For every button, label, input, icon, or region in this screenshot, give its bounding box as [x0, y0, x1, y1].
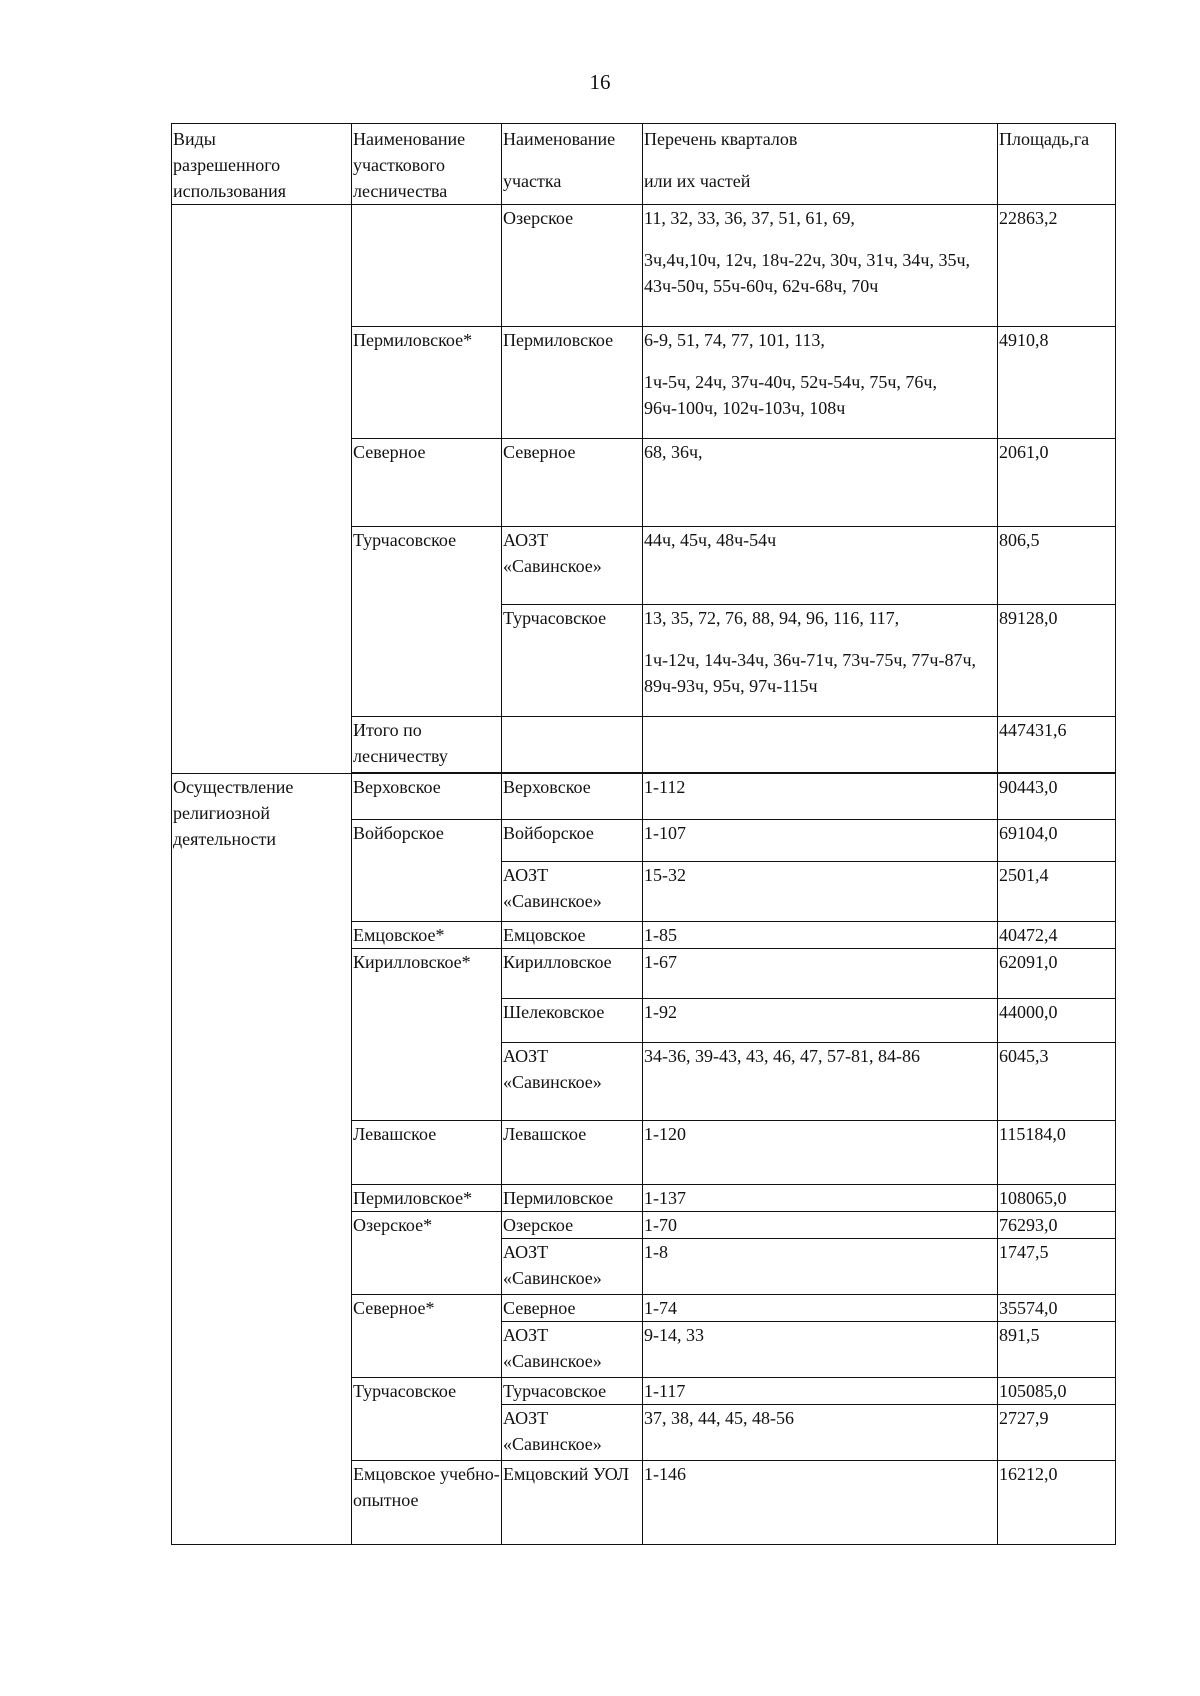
area-cell: 891,5: [998, 1322, 1116, 1378]
uchastok-cell: Кирилловское: [502, 949, 643, 999]
lesnichestvo-cell: Емцовское*: [352, 922, 502, 949]
uchastok-cell: Левашское: [502, 1121, 643, 1185]
uchastok-cell: АОЗТ «Савинское»: [502, 1239, 643, 1295]
uchastok-cell: Северное: [502, 1295, 643, 1322]
area-cell: 2501,4: [998, 862, 1116, 922]
area-cell: 44000,0: [998, 999, 1116, 1043]
kvartaly-cell: 1-74: [643, 1295, 998, 1322]
kvartaly-cell: 6-9, 51, 74, 77, 101, 113, 1ч-5ч, 24ч, 37ч-40ч, 52ч-54ч, 75ч, 76ч, 96ч-100ч, 102ч-103ч, 108ч: [643, 327, 998, 439]
area-cell: 4910,8: [998, 327, 1116, 439]
lesnichestvo-cell: Кирилловское*: [352, 949, 502, 1121]
area-cell: 16212,0: [998, 1461, 1116, 1545]
header-uchastok: Наименование участка: [502, 124, 643, 205]
lesnichestvo-cell: Турчасовское: [352, 527, 502, 717]
uchastok-cell: Войборское: [502, 820, 643, 862]
kvartaly-cell: 1-117: [643, 1378, 998, 1405]
area-cell: 69104,0: [998, 820, 1116, 862]
page-number: 16: [589, 70, 611, 94]
total-area: 447431,6: [998, 717, 1116, 773]
uchastok-cell: Турчасовское: [502, 1378, 643, 1405]
header-lesnichestvo: Наименование участкового лесничества: [352, 124, 502, 205]
area-cell: 90443,0: [998, 774, 1116, 820]
kvartaly-cell: 1-107: [643, 820, 998, 862]
header-area: Площадь,га: [998, 124, 1116, 205]
kvartaly-cell: 15-32: [643, 862, 998, 922]
area-cell: 62091,0: [998, 949, 1116, 999]
lesnichestvo-cell: [352, 205, 502, 327]
table-row: [172, 205, 1116, 327]
kvartaly-cell: 1-85: [643, 922, 998, 949]
lesnichestvo-cell: Верховское: [352, 774, 502, 820]
kvartaly-cell: 34-36, 39-43, 43, 46, 47, 57-81, 84-86: [643, 1043, 998, 1121]
forest-quarters-table: [171, 123, 1116, 1545]
vid-cell: Осуществление религиозной деятельности: [172, 774, 352, 1545]
uchastok-cell: Шелековское: [502, 999, 643, 1043]
kvartaly-cell: 9-14, 33: [643, 1322, 998, 1378]
header-vid: Виды разрешенного использования: [172, 124, 352, 205]
kvartaly-cell: 1-67: [643, 949, 998, 999]
kvartaly-cell: 1-120: [643, 1121, 998, 1185]
kvartaly-cell: 1-146: [643, 1461, 998, 1545]
uchastok-cell: АОЗТ «Савинское»: [502, 1322, 643, 1378]
vid-cell-continued: [172, 205, 352, 774]
uchastok-cell: Северное: [502, 439, 643, 527]
area-cell: 35574,0: [998, 1295, 1116, 1322]
header-kvartaly: Перечень кварталов или их частей: [643, 124, 998, 205]
table-header-row: [172, 124, 1116, 205]
lesnichestvo-cell: Емцовское учебно-опытное: [352, 1461, 502, 1545]
area-cell: 40472,4: [998, 922, 1116, 949]
uchastok-cell: Верховское: [502, 774, 643, 820]
area-cell: 806,5: [998, 527, 1116, 605]
uchastok-cell: АОЗТ «Савинское»: [502, 1405, 643, 1461]
uchastok-cell: Пермиловское: [502, 1185, 643, 1212]
lesnichestvo-cell: Пермиловское*: [352, 1185, 502, 1212]
lesnichestvo-cell: Озерское*: [352, 1212, 502, 1295]
area-cell: 89128,0: [998, 605, 1116, 717]
uchastok-cell: Емцовский УОЛ: [502, 1461, 643, 1545]
lesnichestvo-cell: Войборское: [352, 820, 502, 922]
area-cell: 6045,3: [998, 1043, 1116, 1121]
kvartaly-cell: 1-92: [643, 999, 998, 1043]
lesnichestvo-cell: Северное*: [352, 1295, 502, 1378]
uchastok-cell: Емцовское: [502, 922, 643, 949]
kvartaly-cell: 1-70: [643, 1212, 998, 1239]
lesnichestvo-cell: Пермиловское*: [352, 327, 502, 439]
lesnichestvo-cell: Левашское: [352, 1121, 502, 1185]
kvartaly-cell: 37, 38, 44, 45, 48-56: [643, 1405, 998, 1461]
area-cell: 108065,0: [998, 1185, 1116, 1212]
area-cell: 2727,9: [998, 1405, 1116, 1461]
kvartaly-cell: [643, 717, 998, 773]
table-row: [172, 774, 1116, 820]
uchastok-cell: АОЗТ «Савинское»: [502, 527, 643, 605]
kvartaly-cell: 11, 32, 33, 36, 37, 51, 61, 69, 3ч,4ч,10ч, 12ч, 18ч-22ч, 30ч, 31ч, 34ч, 35ч, 43ч-50ч, 55ч-60ч, 62ч-68ч, 70ч: [643, 205, 998, 327]
uchastok-cell: Турчасовское: [502, 605, 643, 717]
area-cell: 115184,0: [998, 1121, 1116, 1185]
lesnichestvo-cell: Турчасовское: [352, 1378, 502, 1461]
kvartaly-cell: 1-137: [643, 1185, 998, 1212]
uchastok-cell: АОЗТ «Савинское»: [502, 862, 643, 922]
area-cell: 22863,2: [998, 205, 1116, 327]
uchastok-cell: Пермиловское: [502, 327, 643, 439]
uchastok-cell: АОЗТ «Савинское»: [502, 1043, 643, 1121]
area-cell: 2061,0: [998, 439, 1116, 527]
area-cell: 105085,0: [998, 1378, 1116, 1405]
kvartaly-cell: 1-112: [643, 774, 998, 820]
kvartaly-cell: 44ч, 45ч, 48ч-54ч: [643, 527, 998, 605]
total-label: Итого по лесничеству: [352, 717, 502, 773]
kvartaly-cell: 1-8: [643, 1239, 998, 1295]
lesnichestvo-cell: Северное: [352, 439, 502, 527]
uchastok-cell: Озерское: [502, 205, 643, 327]
kvartaly-cell: 68, 36ч,: [643, 439, 998, 527]
uchastok-cell: [502, 717, 643, 773]
area-cell: 1747,5: [998, 1239, 1116, 1295]
area-cell: 76293,0: [998, 1212, 1116, 1239]
kvartaly-cell: 13, 35, 72, 76, 88, 94, 96, 116, 117, 1ч-12ч, 14ч-34ч, 36ч-71ч, 73ч-75ч, 77ч-87ч, 89ч-93ч, 95ч, 97ч-115ч: [643, 605, 998, 717]
uchastok-cell: Озерское: [502, 1212, 643, 1239]
